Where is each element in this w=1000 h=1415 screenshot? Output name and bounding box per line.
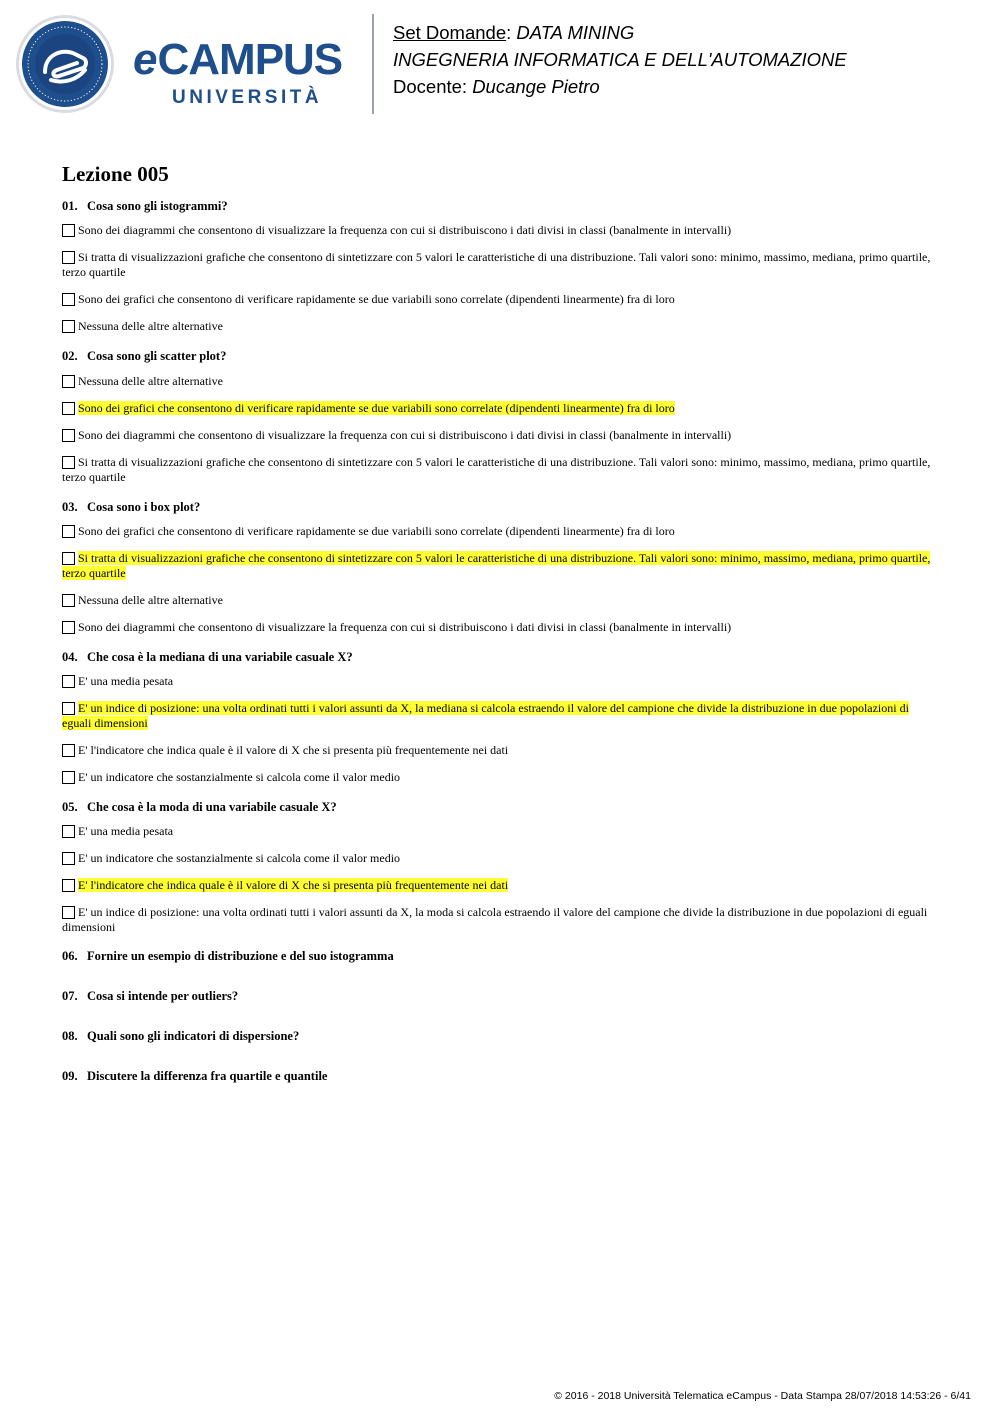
- answer-option: [62, 551, 932, 581]
- question-number: 08.: [62, 1029, 78, 1044]
- answer-text-highlighted: E' l'indicatore che indica quale è il valore di X che si presenta più frequentemente nei dati: [78, 878, 509, 893]
- answer-checkbox[interactable]: [62, 375, 75, 388]
- answer-text: Sono dei diagrammi che consentono di visualizzare la frequenza con cui si distribuiscono i dati divisi in classi (banalmente in intervalli): [78, 427, 732, 442]
- answer-checkbox[interactable]: [62, 702, 75, 715]
- answer-option: [62, 292, 932, 307]
- open-question: [62, 1069, 932, 1084]
- open-question: [62, 1029, 932, 1044]
- question-text: Quali sono gli indicatori di dispersione?: [87, 1029, 300, 1044]
- question-number: 06.: [62, 949, 78, 964]
- answer-checkbox[interactable]: [62, 552, 75, 565]
- question-number: 03.: [62, 499, 78, 514]
- question-text: Cosa si intende per outliers?: [87, 989, 239, 1004]
- set-line: Set Domande: DATA MINING: [393, 22, 635, 43]
- question-title: [62, 348, 932, 364]
- answer-checkbox[interactable]: [62, 429, 75, 442]
- question-title: [62, 649, 932, 665]
- answer-option: [62, 524, 932, 539]
- brand-wordmark: eCAMPUS: [133, 35, 343, 84]
- answer-checkbox[interactable]: [62, 825, 75, 838]
- answer-text: Nessuna delle altre alternative: [78, 319, 223, 334]
- question-text: Fornire un esempio di distribuzione e del suo istogramma: [87, 949, 394, 964]
- answer-text: Sono dei grafici che consentono di verificare rapidamente se due variabili sono correlate (dipendenti linearmente) fra di loro: [78, 292, 675, 307]
- questions-list: [62, 198, 932, 935]
- answer-option: [62, 851, 932, 866]
- answer-checkbox[interactable]: [62, 594, 75, 607]
- answer-checkbox[interactable]: [62, 852, 75, 865]
- answer-checkbox[interactable]: [62, 456, 75, 469]
- answer-checkbox[interactable]: [62, 251, 75, 264]
- question-number: 07.: [62, 989, 78, 1004]
- question-number: 01.: [62, 199, 78, 214]
- answer-text: E' una media pesata: [78, 674, 174, 689]
- question-number: 04.: [62, 649, 78, 664]
- answer-option: [62, 374, 932, 389]
- set-label: Set Domande: [393, 22, 507, 43]
- answer-checkbox[interactable]: [62, 906, 75, 919]
- answer-option: [62, 428, 932, 443]
- answer-text: E' l'indicatore che indica quale è il valore di X che si presenta più frequentemente nei dati: [78, 743, 509, 758]
- question-text: Cosa sono i box plot?: [87, 499, 201, 514]
- question-title: [62, 198, 932, 214]
- lesson-title: Lezione 005: [62, 162, 169, 186]
- question-block: [62, 348, 932, 484]
- set-value: DATA MINING: [516, 22, 635, 43]
- question-block: [62, 198, 932, 334]
- question-title: [62, 499, 932, 515]
- teacher-name: Ducange Pietro: [472, 76, 600, 97]
- answer-checkbox[interactable]: [62, 675, 75, 688]
- answer-option: [62, 743, 932, 758]
- question-number: 05.: [62, 800, 78, 815]
- answer-option: [62, 674, 932, 689]
- answer-text: Sono dei diagrammi che consentono di visualizzare la frequenza con cui si distribuiscono i dati divisi in classi (banalmente in intervalli): [78, 223, 732, 238]
- brand-subtitle: UNIVERSITÀ: [172, 87, 323, 108]
- answer-option: [62, 905, 932, 935]
- question-block: [62, 799, 932, 935]
- open-question: [62, 949, 932, 964]
- open-question: [62, 989, 932, 1004]
- answer-text: Sono dei diagrammi che consentono di visualizzare la frequenza con cui si distribuiscono i dati divisi in classi (banalmente in intervalli): [78, 619, 732, 634]
- answer-checkbox[interactable]: [62, 402, 75, 415]
- answer-option: [62, 878, 932, 893]
- answer-option: [62, 401, 932, 416]
- answer-checkbox[interactable]: [62, 224, 75, 237]
- answer-text: Nessuna delle altre alternative: [78, 592, 223, 607]
- answer-option: [62, 824, 932, 839]
- teacher-label: Docente:: [393, 76, 468, 97]
- answer-checkbox[interactable]: [62, 320, 75, 333]
- question-number: 09.: [62, 1069, 78, 1084]
- answer-text: E' una media pesata: [78, 824, 174, 839]
- teacher-line: [393, 78, 600, 97]
- answer-text: E' un indicatore che sostanzialmente si calcola come il valor medio: [78, 770, 401, 785]
- answer-option: [62, 250, 932, 280]
- question-text: Che cosa è la mediana di una variabile casuale X?: [87, 649, 353, 664]
- answer-text: Si tratta di visualizzazioni grafiche che consentono di sintetizzare con 5 valori le caratteristiche di una distribuzione. Tali valori sono: minimo, massimo, mediana, primo quartile, terzo quartile: [62, 250, 931, 280]
- answer-option: [62, 770, 932, 785]
- question-text: Cosa sono gli istogrammi?: [87, 199, 228, 214]
- answer-checkbox[interactable]: [62, 879, 75, 892]
- answer-option: [62, 455, 932, 485]
- answer-checkbox[interactable]: [62, 771, 75, 784]
- answer-text: Sono dei grafici che consentono di verificare rapidamente se due variabili sono correlate (dipendenti linearmente) fra di loro: [78, 523, 675, 538]
- course-line: [393, 51, 847, 70]
- question-text: Discutere la differenza fra quartile e quantile: [87, 1069, 328, 1084]
- answer-text-highlighted: Si tratta di visualizzazioni grafiche che consentono di sintetizzare con 5 valori le caratteristiche di una distribuzione. Tali valori sono: minimo, massimo, mediana, primo quartile, terzo quartile: [62, 550, 931, 580]
- answer-option: [62, 620, 932, 635]
- question-number: 02.: [62, 349, 78, 364]
- answer-option: [62, 593, 932, 608]
- page-footer: © 2016 - 2018 Università Telematica eCampus - Data Stampa 28/07/2018 14:53:26 - 6/41: [554, 1390, 971, 1402]
- open-questions-list: [62, 949, 932, 1084]
- header-divider: [372, 14, 374, 114]
- question-block: [62, 649, 932, 785]
- answer-text-highlighted: Sono dei grafici che consentono di verificare rapidamente se due variabili sono correlate (dipendenti linearmente) fra di loro: [78, 400, 675, 415]
- answer-text: Nessuna delle altre alternative: [78, 373, 223, 388]
- page-header: [0, 0, 1000, 130]
- question-text: Che cosa è la moda di una variabile casuale X?: [87, 800, 337, 815]
- answer-option: [62, 319, 932, 334]
- answer-text: E' un indice di posizione: una volta ordinati tutti i valori assunti da X, la moda si calcola estraendo il valore del campione che divide la distribuzione in due popolazioni di eguali dimensioni: [62, 905, 928, 935]
- answer-text: Si tratta di visualizzazioni grafiche che consentono di sintetizzare con 5 valori le caratteristiche di una distribuzione. Tali valori sono: minimo, massimo, mediana, primo quartile, terzo quartile: [62, 454, 931, 484]
- question-set: [62, 163, 932, 1109]
- question-title: [62, 799, 932, 815]
- question-text: Cosa sono gli scatter plot?: [87, 349, 227, 364]
- answer-option: [62, 223, 932, 238]
- answer-text: E' un indicatore che sostanzialmente si calcola come il valor medio: [78, 851, 401, 866]
- answer-text-highlighted: E' un indice di posizione: una volta ordinati tutti i valori assunti da X, la mediana si calcola estraendo il valore del campione che divide la distribuzione in due popolazioni di eguali dimensioni: [62, 701, 909, 731]
- question-block: [62, 499, 932, 635]
- ecampus-seal-logo: [15, 14, 115, 114]
- answer-checkbox[interactable]: [62, 621, 75, 634]
- answer-checkbox[interactable]: [62, 293, 75, 306]
- answer-option: [62, 701, 932, 731]
- answer-checkbox[interactable]: [62, 525, 75, 538]
- answer-checkbox[interactable]: [62, 744, 75, 757]
- course-name: INGEGNERIA INFORMATICA E DELL'AUTOMAZIONE: [393, 49, 847, 70]
